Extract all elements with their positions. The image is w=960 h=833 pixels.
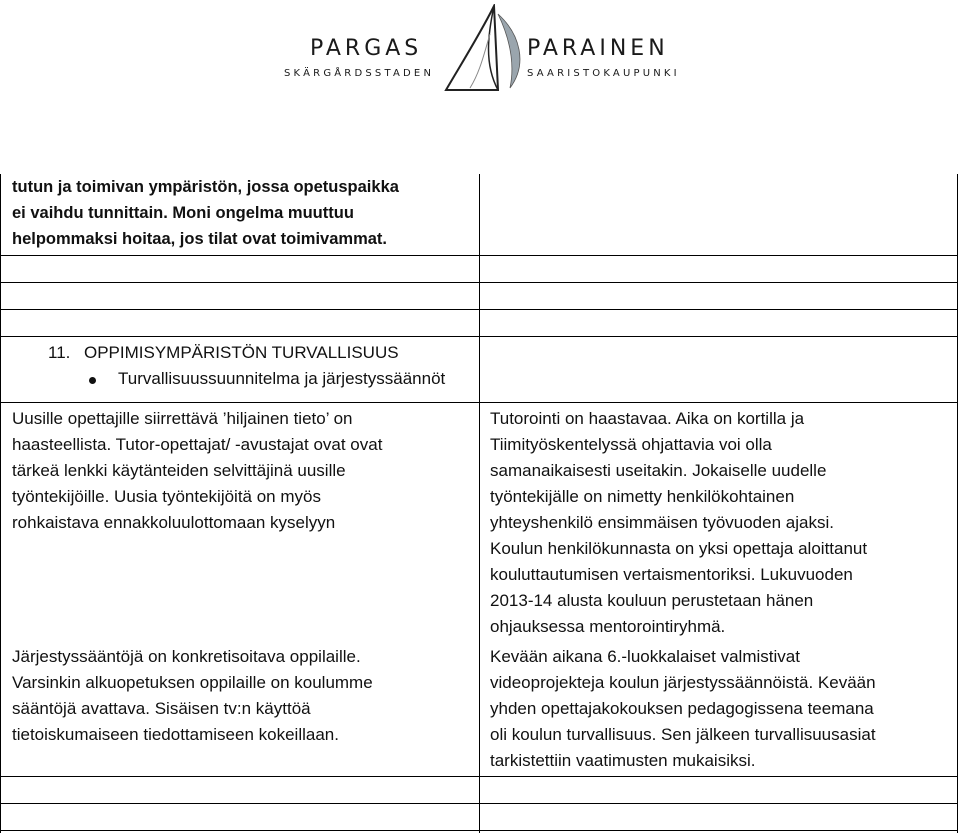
row2-left-line: sääntöjä avattava. Sisäisen tv:n käyttöä (12, 699, 311, 718)
table-border-left (0, 174, 1, 833)
row2-right-line: Kevään aikana 6.-luokkalaiset valmistivat (490, 647, 800, 666)
row1-left-line: haasteellista. Tutor-opettajat/ -avustajat ovat ovat (12, 435, 383, 454)
row1-left-line: tärkeä lenkki käytänteiden selvittäjinä uusille (12, 461, 346, 480)
section-title: OPPIMISYMPÄRISTÖN TURVALLISUUS (84, 343, 399, 362)
row1-right-line: 2013-14 alusta kouluun perustetaan hänen (490, 591, 814, 610)
row2-right-line: videoprojekteja koulun järjestyssäännöistä. Kevään (490, 673, 876, 692)
top-cell-line: ei vaihdu tunnittain. Moni ongelma muuttuu (12, 204, 354, 222)
logo-sub-right: SAARISTOKAUPUNKI (527, 68, 680, 79)
row-divider (0, 255, 958, 256)
row-divider (0, 309, 958, 310)
row2-right-line: oli koulun turvallisuus. Sen jälkeen turvallisuusasiat (490, 725, 876, 744)
row1-right-line: Koulun henkilökunnasta on yksi opettaja aloittanut (490, 539, 868, 558)
table-border-right (957, 174, 958, 833)
row2-right-line: tarkistettiin vaatimusten mukaisiksi. (490, 751, 756, 770)
row2-left-line: tietoiskumaiseen tiedottamiseen kokeillaan. (12, 725, 339, 744)
row1-right-line: Tiimityöskentelyssä ohjattavia voi olla (490, 435, 772, 454)
row1-right-line: samanaikaisesti useitakin. Jokaiselle uudelle (490, 461, 827, 480)
row-divider (0, 776, 958, 777)
row-divider (0, 803, 958, 804)
sail-logo-icon (440, 4, 530, 94)
row1-right-line: Tutorointi on haastavaa. Aika on kortilla ja (490, 409, 805, 428)
row-divider (0, 830, 958, 831)
row1-right-line: ohjauksessa mentorointiryhmä. (490, 617, 726, 636)
row2-right-line: yhden opettajakokouksen pedagogissena teemana (490, 699, 874, 718)
row1-left-line: rohkaistava ennakkoluulottomaan kyselyyn (12, 513, 336, 532)
row-divider (0, 282, 958, 283)
row2-left-line: Varsinkin alkuopetuksen oppilaille on koulumme (12, 673, 373, 692)
row1-left-line: työntekijöille. Uusia työntekijöitä on myös (12, 487, 321, 506)
bullet-icon (89, 377, 96, 384)
logo-name-left: PARGAS (310, 36, 423, 61)
logo-sub-left: SKÄRGÅRDSSTADEN (284, 68, 435, 79)
row1-left-line: Uusille opettajille siirrettävä ’hiljainen tieto’ on (12, 409, 353, 428)
top-cell-line: tutun ja toimivan ympäristön, jossa opetuspaikka (12, 178, 399, 196)
table-column-divider (479, 174, 480, 833)
header-logo (0, 0, 960, 100)
row1-right-line: yhteyshenkilö ensimmäisen työvuoden ajaksi. (490, 513, 834, 532)
row-divider (0, 402, 958, 403)
logo-name-right: PARAINEN (527, 36, 669, 61)
row1-right-line: työntekijälle on nimetty henkilökohtainen (490, 487, 795, 506)
row-divider (0, 336, 958, 337)
row2-left-line: Järjestyssääntöjä on konkretisoitava oppilaille. (12, 647, 361, 666)
section-number: 11. (48, 343, 71, 362)
row1-right-line: kouluttautumisen vertaismentoriksi. Lukuvuoden (490, 565, 853, 584)
section-bullet-text: Turvallisuussuunnitelma ja järjestyssäännöt (118, 369, 446, 388)
top-cell-line: helpommaksi hoitaa, jos tilat ovat toimivammat. (12, 230, 388, 248)
